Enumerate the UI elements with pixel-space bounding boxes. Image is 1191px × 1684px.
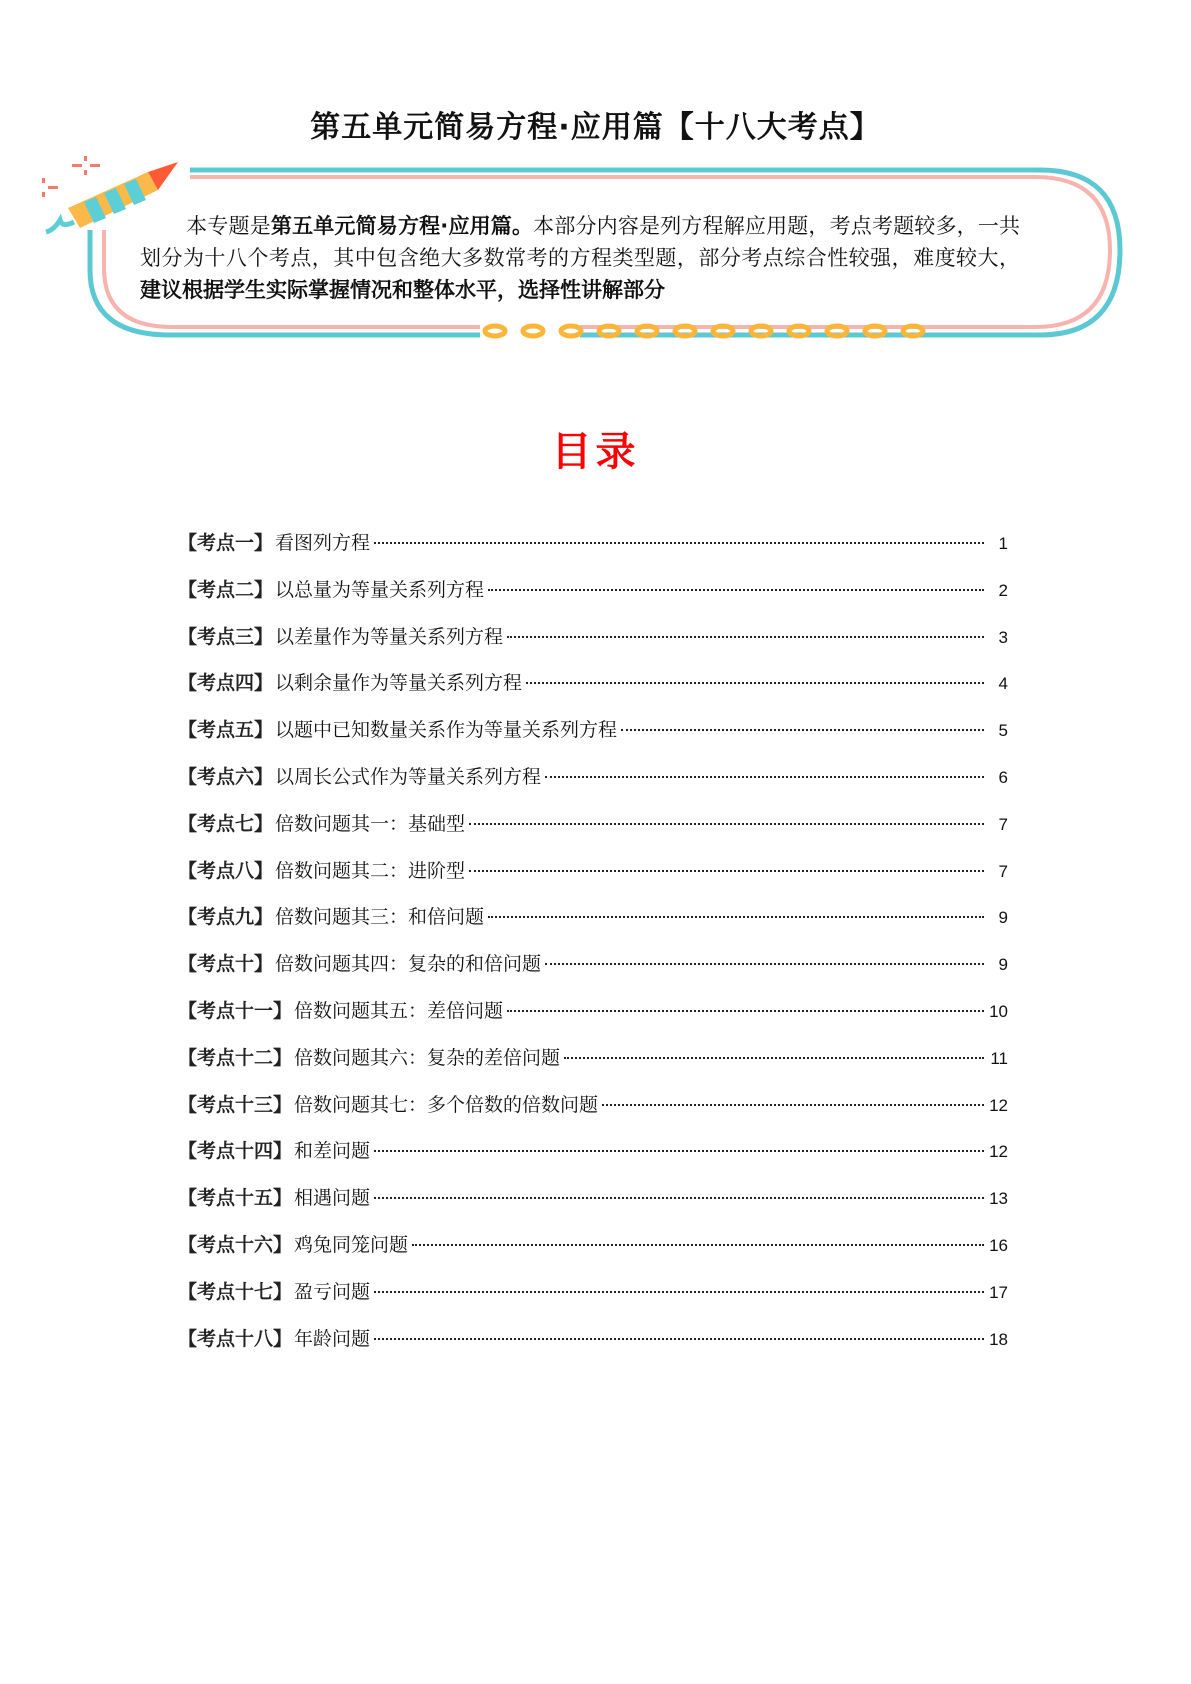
toc-label: 倍数问题其四：复杂的和倍问题 xyxy=(275,953,542,976)
toc-page: 12 xyxy=(989,1142,1008,1162)
toc-page: 1 xyxy=(998,534,1008,553)
toc-leader xyxy=(488,588,984,591)
toc-label: 以差量作为等量关系列方程 xyxy=(275,625,504,648)
toc-label: 倍数问题其二：进阶型 xyxy=(275,859,466,882)
toc-key: 【考点三】 xyxy=(178,625,274,648)
toc-leader xyxy=(469,822,984,825)
toc-key: 【考点七】 xyxy=(178,812,274,835)
toc-label: 鸡兔同笼问题 xyxy=(294,1233,409,1256)
toc-key: 【考点九】 xyxy=(178,906,274,929)
intro-segment-bold: 建议根据学生实际掌握情况和整体水平，选择性讲解部分 xyxy=(140,278,665,302)
toc-leader xyxy=(526,681,984,684)
toc-label: 盈亏问题 xyxy=(294,1280,371,1303)
toc-page: 13 xyxy=(989,1189,1008,1209)
toc-label: 和差问题 xyxy=(294,1140,371,1163)
toc-entry[interactable] xyxy=(178,528,1008,575)
toc-leader xyxy=(469,869,984,872)
toc-key: 【考点十五】 xyxy=(178,1187,293,1210)
toc-page: 10 xyxy=(989,1001,1008,1021)
toc-leader xyxy=(564,1056,984,1059)
intro-segment: 本部分内容是列方程解应用题，考点考题较多，一共划分为十八个考点，其中包含绝大多数常考的方程类型题，部分考点综合性较强，难度较大， xyxy=(140,214,1021,270)
toc-key: 【考点二】 xyxy=(178,578,274,601)
toc-key: 【考点十二】 xyxy=(178,1046,293,1069)
toc-entry[interactable] xyxy=(178,1324,1008,1371)
toc-key: 【考点十四】 xyxy=(178,1140,293,1163)
toc-page: 2 xyxy=(998,580,1008,600)
toc-key: 【考点十八】 xyxy=(178,1327,293,1350)
toc-label: 倍数问题其七：多个倍数的倍数问题 xyxy=(294,1093,599,1116)
toc-key: 【考点十三】 xyxy=(178,1093,293,1116)
toc-entry[interactable] xyxy=(178,1136,1008,1183)
toc-leader xyxy=(374,541,984,544)
toc-entry[interactable] xyxy=(178,668,1008,715)
toc-entry[interactable] xyxy=(178,856,1008,903)
toc-leader xyxy=(507,1009,984,1012)
toc-page: 11 xyxy=(990,1048,1008,1068)
toc-key: 【考点十六】 xyxy=(178,1233,293,1256)
document-title: 第五单元简易方程·应用篇【十八大考点】 xyxy=(310,110,881,145)
toc-page: 5 xyxy=(998,721,1008,741)
toc-leader xyxy=(545,775,984,778)
toc-leader xyxy=(374,1290,984,1293)
toc-label: 以题中已知数量关系作为等量关系列方程 xyxy=(275,719,618,742)
toc-key: 【考点一】 xyxy=(178,532,274,554)
toc-entry[interactable] xyxy=(178,715,1008,762)
toc-page: 12 xyxy=(989,1095,1008,1115)
toc-entry[interactable] xyxy=(178,1277,1008,1324)
toc-label: 倍数问题其六：复杂的差倍问题 xyxy=(294,1046,561,1069)
toc-page: 17 xyxy=(989,1282,1008,1302)
table-of-contents xyxy=(178,528,1008,1370)
toc-leader xyxy=(602,1103,984,1106)
toc-page: 9 xyxy=(998,908,1008,928)
toc-label: 以周长公式作为等量关系列方程 xyxy=(275,765,542,788)
toc-entry[interactable] xyxy=(178,809,1008,856)
toc-key: 【考点八】 xyxy=(178,859,274,882)
toc-page: 16 xyxy=(989,1235,1008,1255)
toc-leader xyxy=(374,1196,984,1199)
toc-label: 年龄问题 xyxy=(294,1327,371,1350)
toc-key: 【考点四】 xyxy=(178,672,274,695)
toc-label: 看图列方程 xyxy=(275,532,371,554)
toc-leader xyxy=(545,962,984,965)
toc-leader xyxy=(412,1243,984,1246)
toc-leader xyxy=(507,635,984,638)
toc-label: 以剩余量作为等量关系列方程 xyxy=(275,672,523,695)
toc-key: 【考点五】 xyxy=(178,719,274,742)
toc-page: 7 xyxy=(998,814,1008,834)
toc-label: 倍数问题其一：基础型 xyxy=(275,812,466,835)
toc-leader xyxy=(374,1337,984,1340)
toc-key: 【考点十一】 xyxy=(178,999,293,1022)
toc-label: 倍数问题其五：差倍问题 xyxy=(294,999,504,1022)
sparkle-icon xyxy=(40,156,100,197)
toc-leader xyxy=(374,1149,984,1152)
toc-page: 18 xyxy=(989,1329,1008,1349)
toc-page: 4 xyxy=(998,674,1008,694)
toc-entry[interactable] xyxy=(178,762,1008,809)
toc-label: 倍数问题其三：和倍问题 xyxy=(275,906,485,929)
toc-leader xyxy=(621,728,984,731)
intro-segment: 本专题是 xyxy=(186,214,271,238)
toc-entry[interactable] xyxy=(178,622,1008,669)
toc-heading: 目录 xyxy=(551,429,640,475)
toc-key: 【考点十七】 xyxy=(178,1280,293,1303)
toc-entry[interactable] xyxy=(178,575,1008,622)
toc-page: 9 xyxy=(998,955,1008,975)
toc-entry[interactable] xyxy=(178,1230,1008,1277)
toc-entry[interactable] xyxy=(178,949,1008,996)
toc-page: 3 xyxy=(998,627,1008,647)
toc-entry[interactable] xyxy=(178,996,1008,1043)
toc-entry[interactable] xyxy=(178,902,1008,949)
toc-label: 相遇问题 xyxy=(294,1187,371,1210)
toc-key: 【考点十】 xyxy=(178,953,274,976)
toc-entry[interactable] xyxy=(178,1043,1008,1090)
toc-page: 6 xyxy=(998,767,1008,787)
toc-key: 【考点六】 xyxy=(178,765,274,788)
toc-entry[interactable] xyxy=(178,1183,1008,1230)
intro-segment-bold: 第五单元简易方程·应用篇。 xyxy=(270,214,534,238)
toc-page: 7 xyxy=(998,861,1008,881)
intro-paragraph xyxy=(140,210,1020,306)
toc-leader xyxy=(488,915,984,918)
toc-label: 以总量为等量关系列方程 xyxy=(275,578,485,601)
toc-entry[interactable] xyxy=(178,1090,1008,1137)
